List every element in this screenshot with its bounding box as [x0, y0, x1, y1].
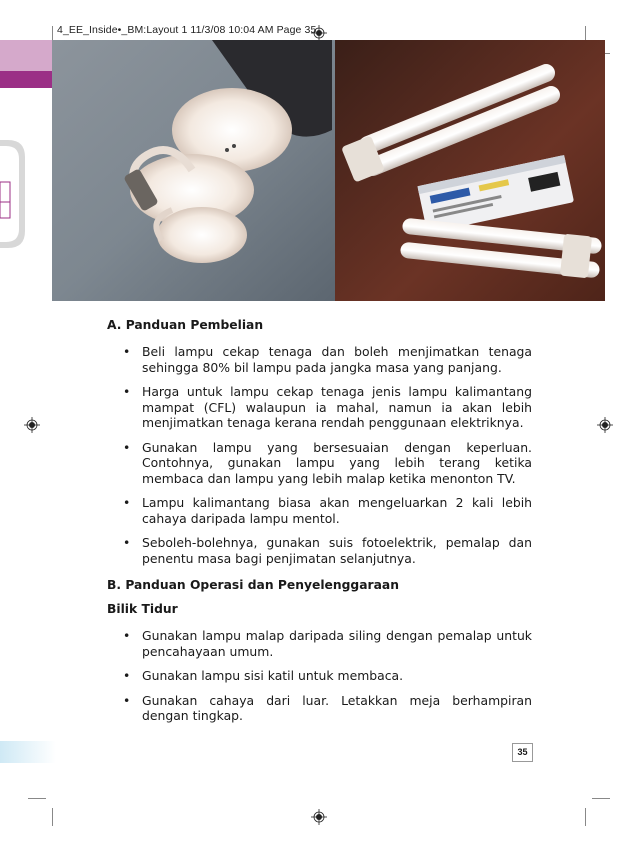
list-item-text: Lampu kalimantang biasa akan mengeluarkan 2 kali lebih cahaya daripada lampu mentol.	[142, 495, 532, 526]
bullet-icon: •	[123, 668, 131, 683]
list-item-text: Harga untuk lampu cekap tenaga jenis lampu kalimantang mampat (CFL) walaupun ia mahal, namun ia akan lebih menjimatkan tenaga kerana rendah penggunaan elektriknya.	[142, 384, 532, 430]
section-b-heading: B. Panduan Operasi dan Penyelenggaraan	[107, 578, 399, 592]
registration-mark-icon	[24, 417, 40, 433]
list-item-text: Gunakan lampu sisi katil untuk membaca.	[142, 668, 404, 683]
list-item	[107, 693, 532, 724]
bullet-icon: •	[123, 628, 131, 643]
crop-mark	[52, 26, 53, 40]
crop-mark	[592, 798, 610, 799]
bullet-icon: •	[123, 439, 131, 455]
corner-decoration	[0, 741, 56, 763]
bullet-icon: •	[123, 384, 131, 399]
crop-mark	[28, 798, 46, 799]
list-item-text: Seboleh-bolehnya, gunakan suis fotoelektrik, pemalap dan penentu masa bagi penjimatan selanjutnya.	[142, 535, 532, 566]
list-item-text: Gunakan lampu malap daripada siling dengan pemalap untuk pencahayaan umum.	[142, 628, 532, 659]
bullet-icon: •	[123, 692, 131, 708]
section-b-subheading: Bilik Tidur	[107, 602, 178, 616]
print-slug: 4_EE_Inside•_BM:Layout 1 11/3/08 10:04 AM Page 35	[57, 24, 317, 36]
registration-mark-icon	[311, 25, 327, 41]
list-item-text: Beli lampu cekap tenaga dan boleh menjimatkan tenaga sehingga 80% bil lampu pada jangka masa yang panjang.	[142, 344, 532, 375]
list-item	[107, 628, 532, 659]
section-a-list	[107, 344, 532, 566]
main-content	[107, 316, 532, 724]
list-item	[107, 495, 532, 526]
photograph-of-cfl-bulbs-and-ballast	[52, 40, 605, 301]
list-item	[107, 668, 532, 684]
crop-mark	[52, 808, 53, 826]
list-item-text: Gunakan cahaya dari luar. Letakkan meja berhampiran dengan tingkap.	[142, 692, 532, 723]
grey-side-tab	[0, 140, 25, 248]
purple-side-tab	[0, 40, 52, 88]
bullet-icon: •	[123, 535, 131, 550]
bullet-icon: •	[123, 495, 131, 510]
registration-mark-icon	[311, 809, 327, 825]
section-b-list	[107, 628, 532, 724]
crop-mark	[585, 26, 586, 40]
list-item	[107, 535, 532, 566]
section-a-heading: A. Panduan Pembelian	[107, 318, 264, 332]
page-number: 35	[512, 743, 533, 762]
crop-mark	[585, 808, 586, 826]
list-item	[107, 440, 532, 487]
list-item	[107, 384, 532, 431]
bullet-icon: •	[123, 344, 131, 359]
registration-mark-icon	[597, 417, 613, 433]
list-item-text: Gunakan lampu yang bersesuaian dengan keperluan. Contohnya, gunakan lampu yang lebih terang ketika membaca dan lampu yang lebih malap ketika menonton TV.	[142, 439, 532, 486]
list-item	[107, 344, 532, 375]
